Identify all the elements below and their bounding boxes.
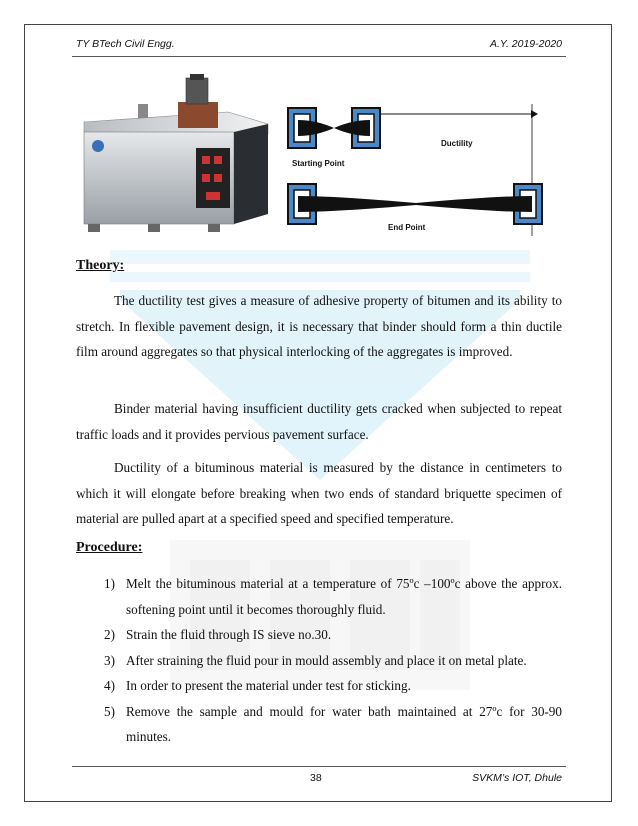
theory-paragraph-2: Binder material having insufficient ductility gets cracked when subjected to repeat traffic loads and it provides pervious pavement surface. — [76, 401, 562, 442]
theory-heading: Theory: — [76, 258, 125, 273]
procedure-heading: Procedure: — [76, 540, 143, 555]
header-year: A.Y. 2019-2020 — [489, 38, 562, 50]
header-course: TY BTech Civil Engg. — [76, 38, 175, 50]
ductility-diagram — [276, 96, 554, 246]
ductility-label: Ductility — [441, 139, 473, 148]
end-point-label: End Point — [388, 223, 426, 232]
footer-rule — [72, 766, 566, 767]
ductility-machine-image — [78, 74, 270, 236]
theory-paragraph-1: The ductility test gives a measure of adhesive property of bitumen and its ability to stretch. In flexible pavement design, it is necessary that binder should form a thin ductile film around aggregates so that physical interlocking of the aggregates is improved. — [76, 293, 562, 359]
procedure-step: 3) After straining the fluid pour in mould assembly and place it on metal plate. — [104, 652, 527, 668]
procedure-step: 4) In order to present the material under test for sticking. — [104, 678, 411, 693]
theory-paragraph-3: Ductility of a bituminous material is measured by the distance in centimeters to which it will elongate before breaking when two ends of standard briquette specimen of material are pulled apart at a specified speed and specified temperature. — [76, 460, 562, 526]
header-rule — [72, 56, 566, 57]
procedure-steps — [104, 571, 562, 750]
procedure-step: 1) Melt the bituminous material at a temperature of 75ºc –100ºc above the approx. softening point until it becomes thoroughly fluid. — [104, 576, 562, 617]
starting-point-label: Starting Point — [292, 159, 345, 168]
procedure-step: 2) Strain the fluid through IS sieve no.30. — [104, 627, 332, 642]
page-number: 38 — [310, 772, 322, 784]
procedure-step: 5) Remove the sample and mould for water bath maintained at 27ºc for 30-90 minutes. — [104, 703, 562, 744]
footer-institute: SVKM’s IOT, Dhule — [472, 772, 562, 784]
